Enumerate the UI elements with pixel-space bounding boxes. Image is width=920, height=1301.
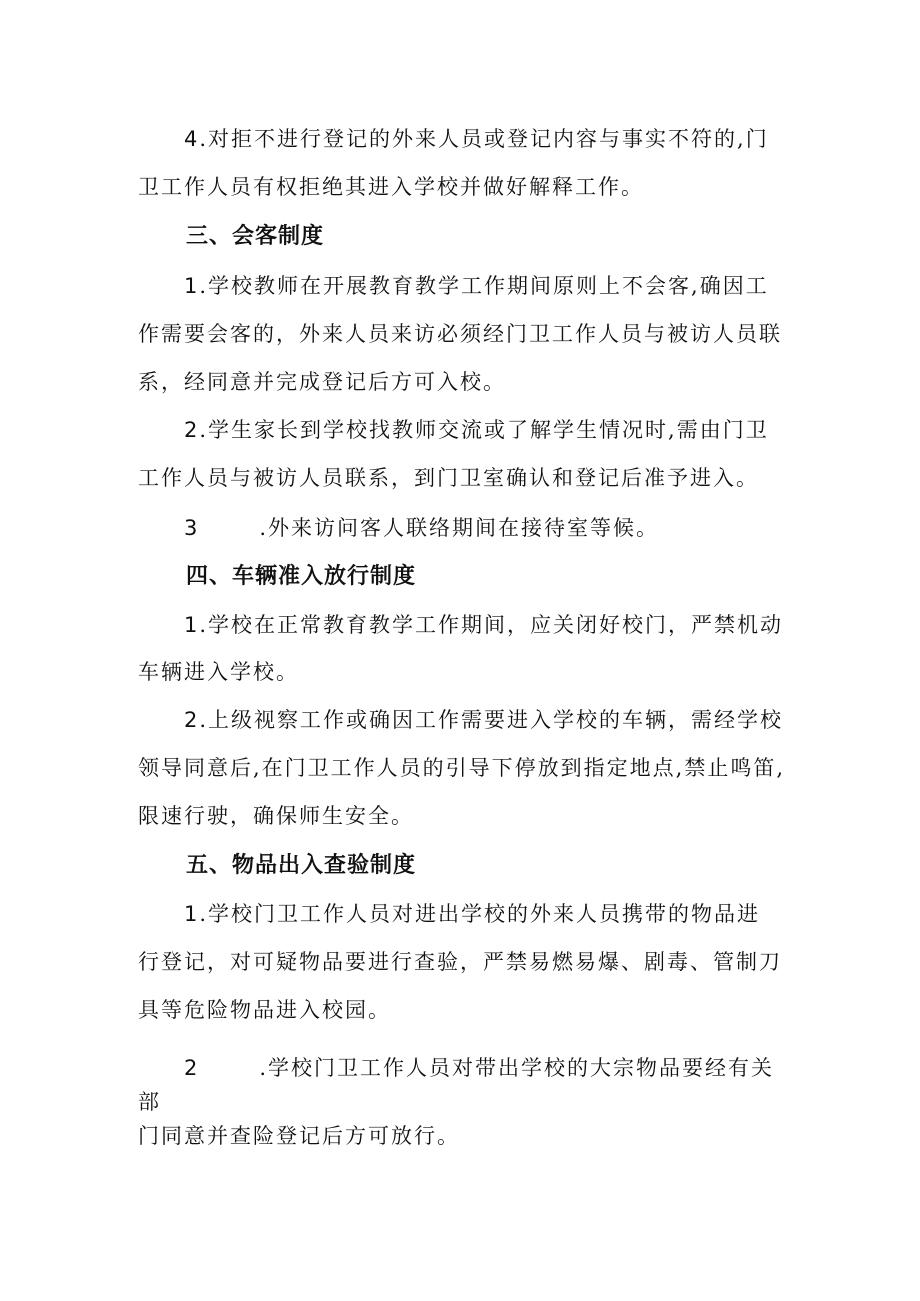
- paragraph-line: [184, 125, 769, 153]
- item-text: .上级视察工作或确因工作需要进入学校的车辆，需经学校: [199, 708, 784, 732]
- item-number: 1: [184, 902, 200, 926]
- item-text: .学校门卫工作人员对进出学校的外来人员携带的物品进: [199, 902, 761, 926]
- item-text: .学生家长到学校找教师交流或了解学生情况时,需由门卫: [199, 418, 769, 442]
- item-number: 2: [184, 418, 200, 442]
- item-number: 3: [184, 516, 200, 540]
- paragraph-line: [184, 611, 783, 639]
- paragraph-line: 限速行驶，确保师生安全。: [138, 804, 414, 828]
- item-number: 1: [184, 613, 200, 637]
- section-heading: 四、车辆准入放行制度: [186, 564, 417, 589]
- section-heading: 三、会客制度: [186, 224, 325, 249]
- paragraph-line: 车辆进入学校。: [138, 660, 299, 684]
- item-number: 2: [184, 1056, 200, 1080]
- paragraph-line: 行登记，对可疑物品要进行查验，严禁易燃易爆、剧毒、管制刀: [138, 950, 782, 974]
- paragraph-line: [184, 416, 769, 444]
- paragraph-line: [184, 272, 769, 300]
- paragraph-line: 部: [138, 1090, 161, 1114]
- paragraph-line: 具等危险物品进入校园。: [138, 998, 391, 1022]
- section-heading: 五、物品出入查验制度: [186, 853, 417, 878]
- paragraph-line: 工作人员与被访人员联系，到门卫室确认和登记后准予进入。: [138, 466, 759, 490]
- item-text: .外来访问客人联络期间在接待室等候。: [259, 516, 660, 540]
- paragraph-line: [184, 900, 760, 928]
- paragraph-line: 系，经同意并完成登记后方可入校。: [138, 370, 506, 394]
- paragraph-line: [184, 514, 659, 542]
- item-number: 4: [184, 127, 200, 151]
- item-text: .学校在正常教育教学工作期间，应关闭好校门，严禁机动: [199, 613, 784, 637]
- paragraph-line: 领导同意后,在门卫工作人员的引导下停放到指定地点,禁止鸣笛,: [138, 756, 786, 780]
- paragraph-line: 门同意并查险登记后方可放行。: [138, 1124, 460, 1148]
- item-text: .学校教师在开展教育教学工作期间原则上不会客,确因工: [199, 274, 769, 298]
- item-text: .对拒不进行登记的外来人员或登记内容与事实不符的,门: [199, 127, 769, 151]
- item-number: 2: [184, 708, 200, 732]
- paragraph-line: [184, 706, 783, 734]
- paragraph-line: [184, 1054, 774, 1082]
- item-number: 1: [184, 274, 200, 298]
- paragraph-line: 作需要会客的，外来人员来访必须经门卫工作人员与被访人员联: [138, 322, 782, 346]
- item-text: .学校门卫工作人员对带出学校的大宗物品要经有关: [259, 1056, 775, 1080]
- paragraph-line: 卫工作人员有权拒绝其进入学校并做好解释工作。: [138, 175, 644, 199]
